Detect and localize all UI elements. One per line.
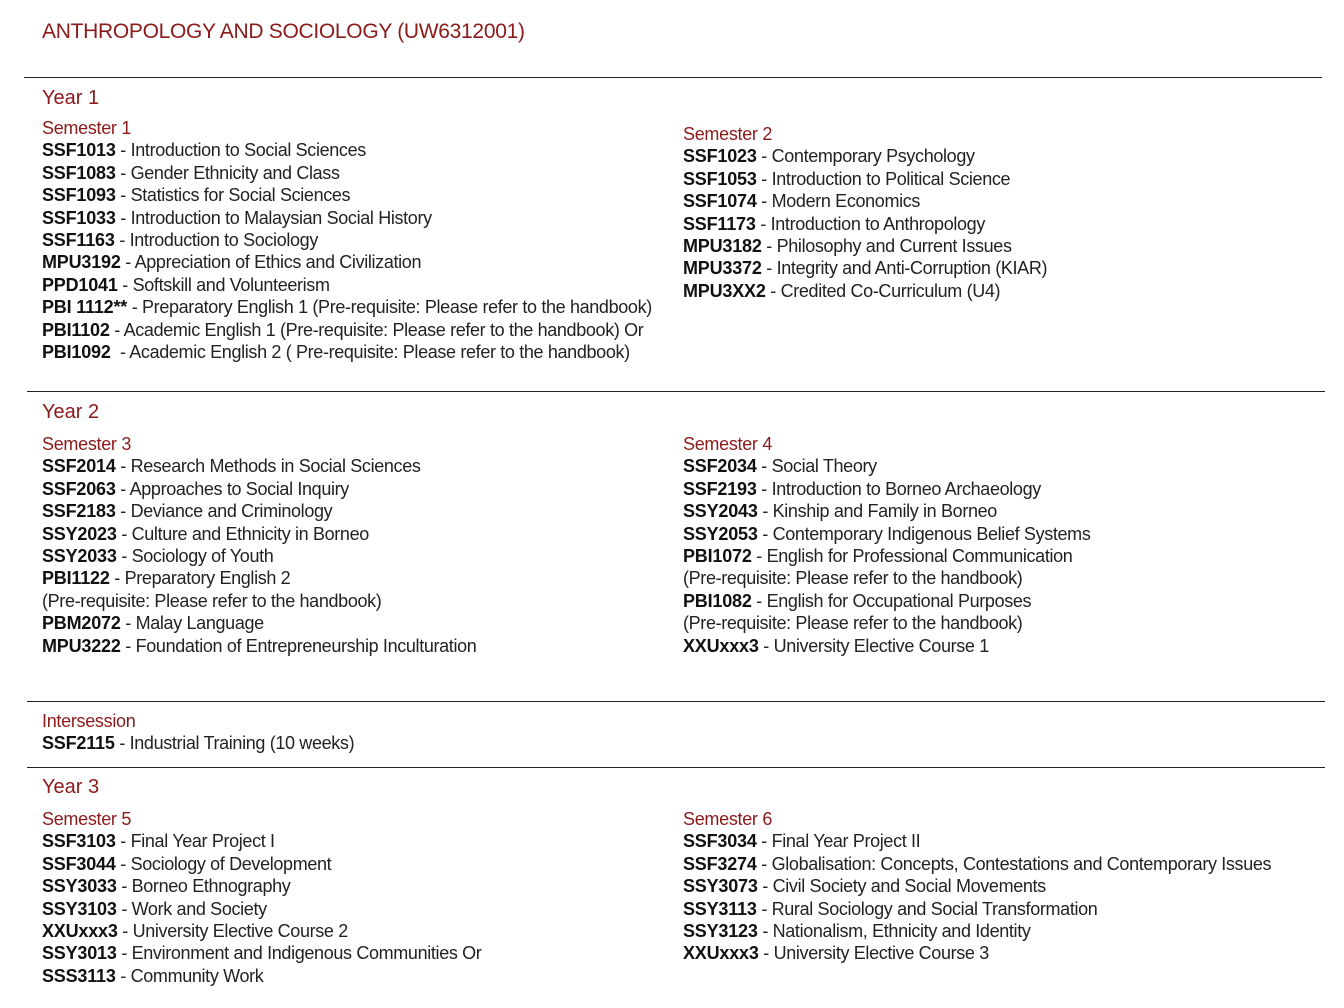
semester-1-block <box>42 117 652 363</box>
course-title: - Nationalism, Ethnicity and Identity <box>757 921 1031 942</box>
course-code: SSF1163 <box>42 230 115 251</box>
course-code: MPU3372 <box>683 258 762 279</box>
course-line <box>683 257 1047 279</box>
course-code: SSY3013 <box>42 943 117 964</box>
course-line <box>683 898 1271 920</box>
course-line <box>42 500 476 522</box>
course-title: - Introduction to Social Sciences <box>115 140 366 161</box>
course-title: - Borneo Ethnography <box>116 876 291 897</box>
course-code: MPU3XX2 <box>683 280 766 301</box>
course-title: - Culture and Ethnicity in Borneo <box>116 523 369 544</box>
divider <box>27 767 1325 768</box>
course-code: SSF1173 <box>683 213 756 234</box>
course-code: XXUxxx3 <box>683 635 759 656</box>
course-title: - Academic English 1 (Pre-requisite: Please refer to the handbook) Or <box>109 319 644 340</box>
course-code: SSF2034 <box>683 456 757 477</box>
course-line <box>683 635 1090 657</box>
course-title: - Introduction to Malaysian Social History <box>115 207 432 228</box>
course-line <box>42 965 481 987</box>
semester-6-block <box>683 808 1271 965</box>
course-line <box>42 523 476 545</box>
course-line <box>42 567 476 589</box>
course-line <box>683 590 1090 612</box>
course-code: SSY3033 <box>42 876 117 897</box>
course-title: - Academic English 2 ( Pre-requisite: Please refer to the handbook) <box>110 342 630 363</box>
course-line <box>42 207 652 229</box>
course-code: SSF2115 <box>42 733 115 754</box>
course-line <box>683 500 1090 522</box>
course-code: SSF3103 <box>42 831 116 852</box>
course-code: PPD1041 <box>42 274 118 295</box>
semester-3-block <box>42 433 476 657</box>
semester-heading: Semester 6 <box>683 809 773 829</box>
divider <box>27 391 1325 392</box>
course-line <box>42 732 354 754</box>
course-line <box>42 612 476 634</box>
course-line <box>42 830 481 852</box>
course-title: - Statistics for Social Sciences <box>115 185 351 206</box>
course-line <box>683 168 1047 190</box>
course-title: (Pre-requisite: Please refer to the handbook) <box>683 613 1023 634</box>
course-line <box>42 545 476 567</box>
course-title: - Preparatory English 2 <box>109 568 291 589</box>
year-2-heading: Year 2 <box>42 401 100 423</box>
year-3-heading: Year 3 <box>42 776 100 798</box>
course-title: - Work and Society <box>116 898 267 919</box>
course-code: SSF1033 <box>42 207 116 228</box>
course-line <box>42 898 481 920</box>
course-line <box>42 162 652 184</box>
course-line <box>42 590 476 612</box>
course-title: - Sociology of Development <box>115 853 332 874</box>
semester-2-block <box>683 123 1047 302</box>
course-code: SSF1074 <box>683 191 757 212</box>
course-title: - Rural Sociology and Social Transformation <box>756 898 1098 919</box>
course-title: - University Elective Course 2 <box>117 921 348 942</box>
semester-heading: Semester 4 <box>683 434 773 454</box>
course-code: SSY2023 <box>42 523 117 544</box>
course-line <box>42 341 652 363</box>
course-title: - Industrial Training (10 weeks) <box>114 733 355 754</box>
course-title: - Environment and Indigenous Communities Or <box>116 943 482 964</box>
course-code: SSY3073 <box>683 876 758 897</box>
course-code: SSF3034 <box>683 831 757 852</box>
course-title: - Credited Co-Curriculum (U4) <box>765 280 1001 301</box>
course-code: SSY2053 <box>683 523 758 544</box>
course-line <box>683 145 1047 167</box>
course-title: - Community Work <box>115 965 264 986</box>
course-code: SSF2183 <box>42 501 116 522</box>
course-line <box>683 235 1047 257</box>
course-code: MPU3192 <box>42 252 121 273</box>
course-code: SSY3103 <box>42 898 117 919</box>
course-line <box>42 296 652 318</box>
course-line <box>42 274 652 296</box>
semester-5-block <box>42 808 481 987</box>
course-code: PBI1102 <box>42 319 110 340</box>
course-title: - Philosophy and Current Issues <box>761 236 1012 257</box>
course-code: SSF2193 <box>683 478 757 499</box>
course-line <box>42 455 476 477</box>
course-code: SSF1053 <box>683 168 757 189</box>
course-line <box>683 523 1090 545</box>
course-code: SSF1083 <box>42 162 116 183</box>
course-title: - Civil Society and Social Movements <box>757 876 1046 897</box>
course-code: SSF3044 <box>42 853 116 874</box>
course-code: SSF1023 <box>683 146 757 167</box>
course-title: - Introduction to Borneo Archaeology <box>756 478 1041 499</box>
course-title: - Final Year Project I <box>115 831 275 852</box>
course-code: XXUxxx3 <box>683 943 759 964</box>
course-title: - Deviance and Criminology <box>115 501 333 522</box>
divider <box>27 701 1325 702</box>
course-code: SSF1093 <box>42 185 116 206</box>
course-line <box>42 920 481 942</box>
course-title: - Final Year Project II <box>756 831 921 852</box>
course-code: SSF1013 <box>42 140 116 161</box>
course-code: SSY3113 <box>683 898 757 919</box>
course-title: - Integrity and Anti-Corruption (KIAR) <box>761 258 1048 279</box>
course-line <box>42 251 652 273</box>
course-title: - Research Methods in Social Sciences <box>115 456 421 477</box>
course-title: - Kinship and Family in Borneo <box>757 501 997 522</box>
course-title: - Appreciation of Ethics and Civilization <box>120 252 422 273</box>
course-line <box>42 139 652 161</box>
intersession-heading: Intersession <box>42 711 136 731</box>
course-line <box>683 830 1271 852</box>
course-code: PBI 1112** <box>42 297 128 318</box>
course-code: SSF2014 <box>42 456 116 477</box>
semester-4-block <box>683 433 1090 657</box>
course-line <box>683 875 1271 897</box>
course-line <box>683 455 1090 477</box>
course-code: MPU3182 <box>683 236 762 257</box>
course-line <box>42 853 481 875</box>
course-title: - Introduction to Anthropology <box>755 213 985 234</box>
course-title: - University Elective Course 3 <box>758 943 989 964</box>
course-line <box>42 319 652 341</box>
course-line <box>683 478 1090 500</box>
course-title: - Malay Language <box>120 613 264 634</box>
semester-heading: Semester 5 <box>42 809 132 829</box>
course-title: - Approaches to Social Inquiry <box>115 478 349 499</box>
year-1-heading: Year 1 <box>42 87 100 109</box>
course-title: - Globalisation: Concepts, Contestations and Contemporary Issues <box>756 853 1272 874</box>
course-line <box>42 635 476 657</box>
course-line <box>683 213 1047 235</box>
course-title: - Softskill and Volunteerism <box>117 274 330 295</box>
course-title: - Introduction to Sociology <box>114 230 318 251</box>
page-title: ANTHROPOLOGY AND SOCIOLOGY (UW6312001) <box>42 20 525 43</box>
course-title: - Contemporary Indigenous Belief Systems <box>757 523 1091 544</box>
course-line <box>683 612 1090 634</box>
course-title: - University Elective Course 1 <box>758 635 989 656</box>
course-code: PBI1082 <box>683 590 752 611</box>
course-title: - Introduction to Political Science <box>756 168 1011 189</box>
course-line <box>42 184 652 206</box>
course-code: PBI1072 <box>683 546 752 567</box>
course-title: - Foundation of Entrepreneurship Inculturation <box>120 635 477 656</box>
course-code: XXUxxx3 <box>42 921 118 942</box>
course-code: MPU3222 <box>42 635 121 656</box>
course-line <box>42 229 652 251</box>
course-code: SSY3123 <box>683 921 758 942</box>
course-line <box>42 875 481 897</box>
course-line <box>683 567 1090 589</box>
course-code: PBI1122 <box>42 568 110 589</box>
intersession-block <box>42 710 354 755</box>
course-title: - Modern Economics <box>756 191 921 212</box>
course-code: SSY2043 <box>683 501 758 522</box>
course-title: - Gender Ethnicity and Class <box>115 162 340 183</box>
course-title: - English for Professional Communication <box>751 546 1073 567</box>
semester-heading: Semester 3 <box>42 434 132 454</box>
course-line <box>683 545 1090 567</box>
course-title: (Pre-requisite: Please refer to the handbook) <box>683 568 1023 589</box>
course-line <box>42 478 476 500</box>
divider <box>24 77 1322 78</box>
course-line <box>683 920 1271 942</box>
course-line <box>683 853 1271 875</box>
course-code: SSY2033 <box>42 546 117 567</box>
course-title: - English for Occupational Purposes <box>751 590 1032 611</box>
course-line <box>683 190 1047 212</box>
course-line <box>683 942 1271 964</box>
course-title: (Pre-requisite: Please refer to the handbook) <box>42 590 382 611</box>
course-code: SSF3274 <box>683 853 757 874</box>
semester-heading: Semester 1 <box>42 118 132 138</box>
course-code: PBI1092 <box>42 342 111 363</box>
semester-heading: Semester 2 <box>683 124 773 144</box>
course-code: SSS3113 <box>42 965 116 986</box>
course-title: - Social Theory <box>756 456 877 477</box>
course-title: - Preparatory English 1 (Pre-requisite: Please refer to the handbook) <box>127 297 652 318</box>
course-code: PBM2072 <box>42 613 121 634</box>
course-title: - Sociology of Youth <box>116 546 274 567</box>
course-code: SSF2063 <box>42 478 116 499</box>
course-line <box>683 280 1047 302</box>
course-line <box>42 942 481 964</box>
course-title: - Contemporary Psychology <box>756 146 975 167</box>
